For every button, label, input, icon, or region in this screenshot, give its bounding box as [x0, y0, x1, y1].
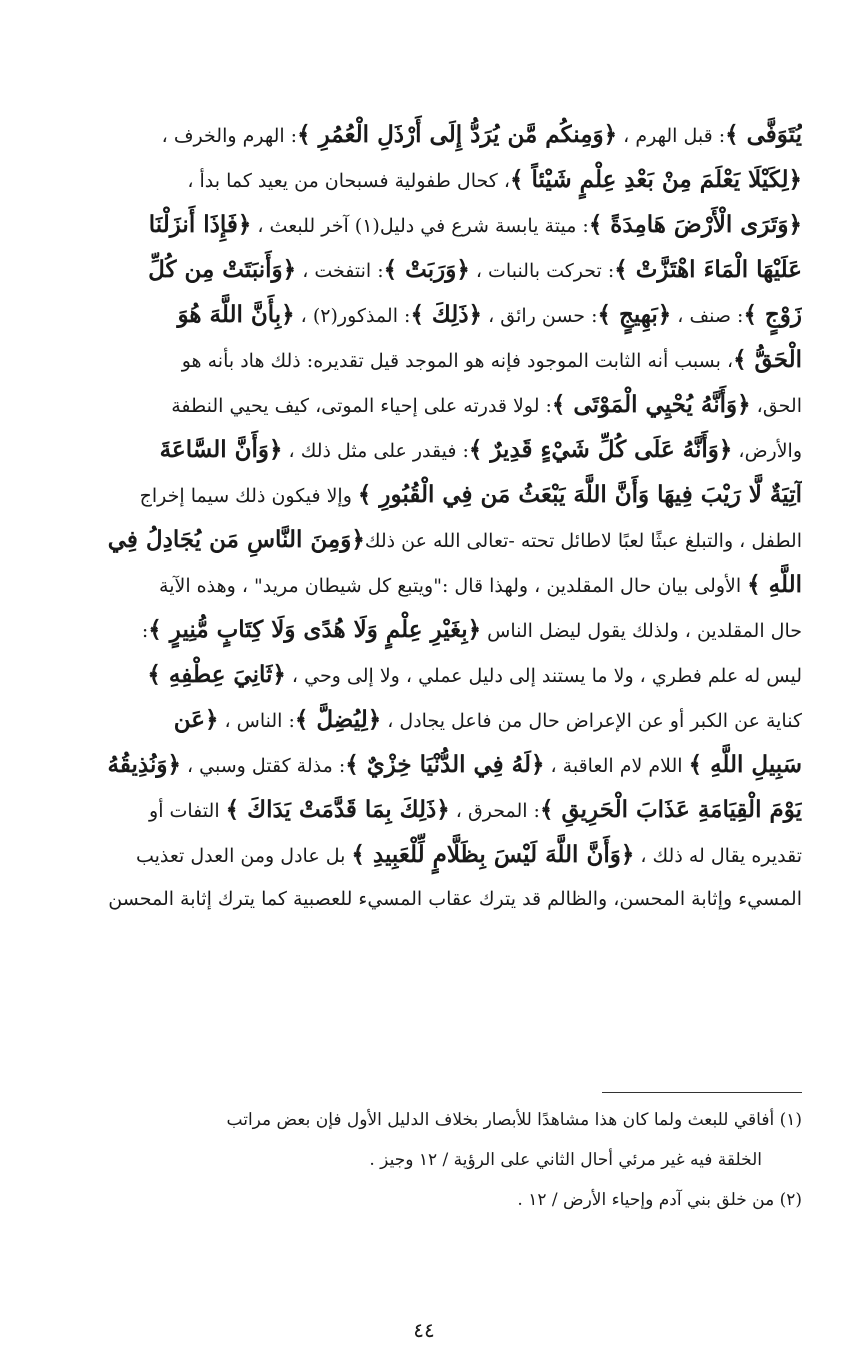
commentary-text: (٢) [312, 305, 338, 327]
footnote-separator [602, 1092, 802, 1093]
commentary-text: : المذكور [337, 305, 411, 327]
text-line [58, 472, 802, 517]
commentary-text: : المحرق ، [449, 800, 540, 822]
commentary-text: المسيء وإثابة المحسن، والظالم قد يترك عقاب المسيء للعصبية كما يترك إثابة المحسن [108, 888, 802, 910]
commentary-text: كناية عن الكبر أو عن الإعراض حال من فاعل يجادل ، [381, 710, 802, 732]
commentary-text: : قبل الهرم ، [617, 125, 726, 147]
quran-verse: ﴿لِكَيْلَا يَعْلَمَ مِنْ بَعْدِ عِلْمٍ شَيْئاً ﴾ [510, 166, 802, 193]
quran-verse: ﴿وَأَنبَتَتْ مِن كُلِّ [148, 256, 297, 283]
quran-verse: اللَّهِ ﴾ [747, 571, 802, 598]
quran-verse: ﴿ثَانِيَ عِطْفِهِ ﴾ [147, 661, 286, 688]
text-line [58, 202, 802, 247]
quran-verse: الْحَقُّ ﴾ [733, 346, 802, 373]
footnote-line: الخلقة فيه غير مرئي أحال الثاني على الرؤية / ١٢ وجيز . [369, 1150, 762, 1170]
commentary-text: : لولا قدرته على إحياء الموتى، كيف يحيي النطفة [171, 395, 552, 417]
quran-verse: يُتَوَفَّى ﴾ [725, 121, 802, 148]
text-line [58, 652, 802, 697]
quran-verse: آتِيَةٌ لَّا رَيْبَ فِيهَا وَأَنَّ اللَّهَ يَبْعَثُ مَن فِي الْقُبُورِ ﴾ [357, 481, 802, 508]
commentary-text: : الناس ، [218, 710, 295, 732]
commentary-text: ، بسبب أنه الثابت الموجود فإنه هو الموجد قيل تقديره: ذلك هاد بأنه هو [181, 350, 734, 372]
quran-verse: ﴿لِيُضِلَّ ﴾ [294, 706, 382, 733]
text-line [58, 787, 802, 832]
quran-verse: ﴿بِغَيْرِ عِلْمٍ وَلَا هُدًى وَلَا كِتَابٍ مُّنِيرٍ ﴾ [148, 616, 482, 643]
commentary-text: : ميتة يابسة شرع في دليل [379, 215, 589, 237]
commentary-text: : تحركت بالنبات ، [469, 260, 615, 282]
commentary-text: : صنف ، [671, 305, 744, 327]
text-line [58, 517, 802, 562]
commentary-text: : مذلة كقتل وسبي ، [180, 755, 346, 777]
commentary-text: التفات أو [149, 800, 226, 822]
commentary-text: ، [294, 305, 313, 327]
commentary-text: الطفل ، والتبلغ عبثًا لعبًا لاطائل تحته -تعالى الله عن ذلك [364, 530, 802, 552]
text-line [58, 247, 802, 292]
text-line [58, 562, 802, 607]
commentary-text: (١) [354, 215, 380, 237]
commentary-text: وإلا فيكون ذلك سيما إخراج [139, 485, 358, 507]
quran-verse: سَبِيلِ اللَّهِ ﴾ [688, 751, 802, 778]
quran-verse: يَوْمَ الْقِيَامَةِ عَذَابَ الْحَرِيقِ ﴾ [539, 796, 802, 823]
quran-verse: عَلَيْهَا الْمَاءَ اهْتَزَّتْ ﴾ [614, 256, 802, 283]
commentary-text: اللام لام العاقبة ، [544, 755, 689, 777]
quran-verse: ﴿وَأَنَّهُ عَلَى كُلِّ شَيْءٍ قَدِيرٌ ﴾ [468, 436, 733, 463]
text-line [58, 877, 802, 922]
quran-verse: ﴿وَمِنَ النَّاسِ مَن يُجَادِلُ فِي [107, 526, 365, 553]
quran-verse: ﴿وَتَرَى الْأَرْضَ هَامِدَةً ﴾ [588, 211, 802, 238]
quran-verse: ﴿وَأَنَّهُ يُحْيِي الْمَوْتَى ﴾ [551, 391, 751, 418]
text-line [58, 607, 802, 652]
quran-verse: ﴿لَهُ فِي الدُّنْيَا خِزْيٌ ﴾ [345, 751, 545, 778]
quran-verse: ﴿وَأَنَّ اللَّهَ لَيْسَ بِظَلَّامٍ لِّلْعَبِيدِ ﴾ [351, 841, 635, 868]
commentary-text: : فيقدر على مثل ذلك ، [282, 440, 469, 462]
text-line [58, 292, 802, 337]
commentary-text: تقديره يقال له ذلك ، [634, 845, 802, 867]
commentary-text: : حسن رائق ، [482, 305, 598, 327]
text-line [58, 742, 802, 787]
text-line [58, 337, 802, 382]
text-line [58, 427, 802, 472]
footnote-line: (١) أفاقي للبعث ولما كان هذا مشاهدًا للأبصار بخلاف الدليل الأول فإن بعض مراتب [226, 1110, 802, 1130]
commentary-text: بل عادل ومن العدل تعذيب [135, 845, 352, 867]
text-line [58, 832, 802, 877]
quran-verse: زَوْجٍ ﴾ [743, 301, 802, 328]
quran-verse: ﴿وَنُذِيقُهُ [107, 751, 181, 778]
quran-verse: ﴿ذَلِكَ بِمَا قَدَّمَتْ يَدَاكَ ﴾ [225, 796, 450, 823]
footnotes [58, 1100, 802, 1220]
commentary-text: ، كحال طفولية فسبحان من يعيد كما بدأ ، [187, 170, 510, 192]
quran-verse: ﴿عَن [173, 706, 219, 733]
quran-verse: ﴿وَأَنَّ السَّاعَةَ [159, 436, 283, 463]
commentary-text: والأرض، [732, 440, 802, 462]
main-text [58, 112, 802, 922]
commentary-text: الأولى بيان حال المقلدين ، ولهذا قال :"ويتبع كل شيطان مريد" ، وهذه الآية [159, 575, 748, 597]
commentary-text: آخر للبعث ، [251, 215, 355, 237]
quran-verse: ﴿بِأَنَّ اللَّهَ هُوَ [177, 301, 295, 328]
commentary-text: ليس له علم فطري ، ولا ما يستند إلى دليل عملي ، ولا إلى وحي ، [285, 665, 802, 687]
page-number: ٤٤ [413, 1318, 435, 1342]
quran-verse: ﴿فَإِذَا أَنزَلْنَا [148, 211, 252, 238]
commentary-text: : انتفخت ، [296, 260, 384, 282]
text-line [58, 382, 802, 427]
footnote-line: (٢) من خلق بني آدم وإحياء الأرض / ١٢ . [517, 1190, 802, 1210]
text-line [58, 157, 802, 202]
quran-verse: ﴿بَهِيجٍ ﴾ [597, 301, 672, 328]
commentary-text: : الهرم والخرف ، [161, 125, 298, 147]
quran-verse: ﴿ذَلِكَ ﴾ [410, 301, 483, 328]
text-line [58, 112, 802, 157]
quran-verse: ﴿وَمِنكُم مَّن يُرَدُّ إِلَى أَرْذَلِ الْعُمُرِ ﴾ [297, 121, 618, 148]
commentary-text: حال المقلدين ، ولذلك يقول ليضل الناس [481, 620, 802, 642]
commentary-text: : [141, 620, 149, 642]
quran-verse: ﴿وَرَبَتْ ﴾ [383, 256, 470, 283]
text-line [58, 697, 802, 742]
commentary-text: الحق، [750, 395, 802, 417]
